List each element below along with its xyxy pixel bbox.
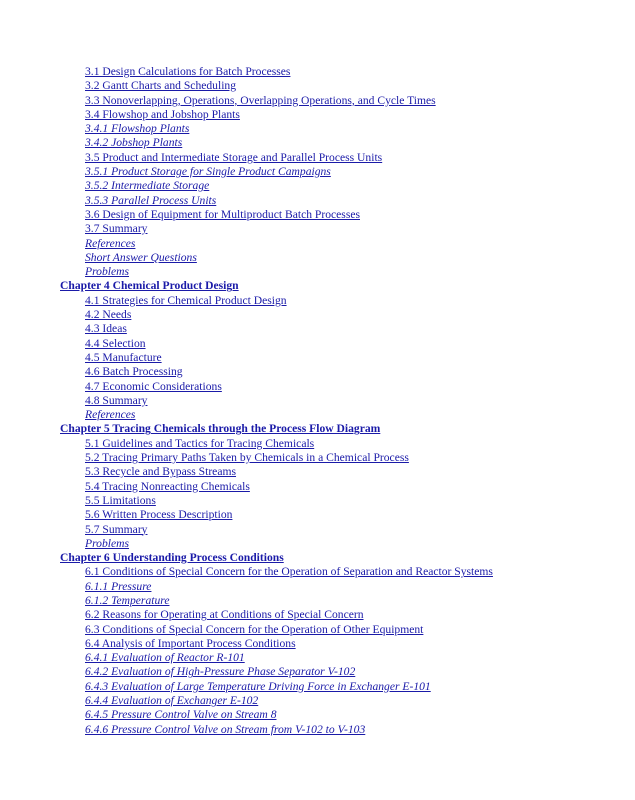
toc-row xyxy=(0,680,635,694)
toc-row xyxy=(0,322,635,336)
toc-row xyxy=(0,194,635,208)
toc-section-link[interactable]: 6.1 Conditions of Special Concern for the Operation of Separation and Reactor Systems xyxy=(85,565,493,579)
toc-section-link[interactable]: 4.4 Selection xyxy=(85,336,146,350)
toc-section-link[interactable]: 6.3 Conditions of Special Concern for the Operation of Other Equipment xyxy=(85,622,424,636)
toc-row xyxy=(0,251,635,265)
toc-section-link[interactable]: 4.8 Summary xyxy=(85,393,148,407)
toc-section-link[interactable]: 4.6 Batch Processing xyxy=(85,365,183,379)
toc-row xyxy=(0,437,635,451)
toc-row xyxy=(0,623,635,637)
toc-row xyxy=(0,523,635,537)
toc-section-link[interactable]: 6.4.1 Evaluation of Reactor R-101 xyxy=(85,651,245,665)
toc-section-link[interactable]: 6.4 Analysis of Important Process Conditions xyxy=(85,636,296,650)
toc-row xyxy=(0,222,635,236)
toc-section-link[interactable]: 4.1 Strategies for Chemical Product Design xyxy=(85,293,287,307)
toc-section-link[interactable]: 6.4.3 Evaluation of Large Temperature Driving Force in Exchanger E-101 xyxy=(85,679,431,693)
toc-section-link[interactable]: References xyxy=(85,236,136,250)
toc-row xyxy=(0,308,635,322)
toc-section-link[interactable]: 5.4 Tracing Nonreacting Chemicals xyxy=(85,479,250,493)
toc-section-link[interactable]: 3.5.3 Parallel Process Units xyxy=(85,193,217,207)
toc-section-link[interactable]: 3.4.2 Jobshop Plants xyxy=(85,136,183,150)
toc-row xyxy=(0,380,635,394)
toc-chapter-link[interactable]: Chapter 6 Understanding Process Conditions xyxy=(60,551,284,565)
toc-section-link[interactable]: 5.3 Recycle and Bypass Streams xyxy=(85,465,237,479)
toc-row xyxy=(0,494,635,508)
toc-row xyxy=(0,294,635,308)
toc-section-link[interactable]: 6.1.1 Pressure xyxy=(85,579,152,593)
toc-row xyxy=(0,451,635,465)
toc-row xyxy=(0,279,635,293)
toc-row xyxy=(0,723,635,737)
toc-section-link[interactable]: 4.2 Needs xyxy=(85,308,132,322)
toc-row xyxy=(0,537,635,551)
toc-row xyxy=(0,237,635,251)
toc-chapter-link[interactable]: Chapter 4 Chemical Product Design xyxy=(60,279,239,293)
toc-row xyxy=(0,508,635,522)
toc-row xyxy=(0,580,635,594)
toc-section-link[interactable]: 3.2 Gantt Charts and Scheduling xyxy=(85,79,237,93)
toc-section-link[interactable]: 6.4.4 Evaluation of Exchanger E-102 xyxy=(85,694,259,708)
toc-row xyxy=(0,365,635,379)
toc-row xyxy=(0,408,635,422)
toc-row xyxy=(0,394,635,408)
toc-row xyxy=(0,136,635,150)
toc-row xyxy=(0,79,635,93)
toc-row xyxy=(0,465,635,479)
toc-row xyxy=(0,565,635,579)
toc-section-link[interactable]: Short Answer Questions xyxy=(85,250,197,264)
toc-row xyxy=(0,694,635,708)
toc-row xyxy=(0,337,635,351)
toc-row xyxy=(0,637,635,651)
toc-section-link[interactable]: 4.5 Manufacture xyxy=(85,350,162,364)
toc-row xyxy=(0,151,635,165)
table-of-contents xyxy=(0,65,635,737)
toc-section-link[interactable]: 3.7 Summary xyxy=(85,222,148,236)
toc-row xyxy=(0,665,635,679)
toc-row xyxy=(0,94,635,108)
toc-section-link[interactable]: 5.5 Limitations xyxy=(85,493,156,507)
toc-section-link[interactable]: 5.2 Tracing Primary Paths Taken by Chemicals in a Chemical Process xyxy=(85,451,409,465)
toc-row xyxy=(0,108,635,122)
toc-row xyxy=(0,551,635,565)
toc-section-link[interactable]: 6.4.2 Evaluation of High-Pressure Phase Separator V-102 xyxy=(85,665,356,679)
toc-row xyxy=(0,165,635,179)
toc-section-link[interactable]: 6.2 Reasons for Operating at Conditions of Special Concern xyxy=(85,608,364,622)
toc-section-link[interactable]: 3.4.1 Flowshop Plants xyxy=(85,122,190,136)
toc-row xyxy=(0,708,635,722)
toc-section-link[interactable]: 6.4.6 Pressure Control Valve on Stream from V-102 to V-103 xyxy=(85,722,366,736)
toc-section-link[interactable]: 5.1 Guidelines and Tactics for Tracing Chemicals xyxy=(85,436,315,450)
toc-section-link[interactable]: 5.6 Written Process Description xyxy=(85,508,233,522)
toc-row xyxy=(0,179,635,193)
toc-section-link[interactable]: References xyxy=(85,408,136,422)
toc-row xyxy=(0,594,635,608)
toc-section-link[interactable]: 3.5.2 Intermediate Storage xyxy=(85,179,210,193)
toc-section-link[interactable]: 3.5.1 Product Storage for Single Product Campaigns xyxy=(85,165,331,179)
toc-section-link[interactable]: 3.1 Design Calculations for Batch Processes xyxy=(85,65,291,78)
toc-section-link[interactable]: 6.4.5 Pressure Control Valve on Stream 8 xyxy=(85,708,277,722)
toc-row xyxy=(0,65,635,79)
toc-row xyxy=(0,265,635,279)
toc-section-link[interactable]: 3.6 Design of Equipment for Multiproduct Batch Processes xyxy=(85,207,360,221)
toc-section-link[interactable]: 3.3 Nonoverlapping, Operations, Overlapping Operations, and Cycle Times xyxy=(85,93,436,107)
toc-section-link[interactable]: Problems xyxy=(85,265,130,279)
toc-section-link[interactable]: 3.4 Flowshop and Jobshop Plants xyxy=(85,107,240,121)
toc-chapter-link[interactable]: Chapter 5 Tracing Chemicals through the Process Flow Diagram xyxy=(60,422,381,436)
toc-row xyxy=(0,122,635,136)
toc-section-link[interactable]: 3.5 Product and Intermediate Storage and Parallel Process Units xyxy=(85,150,383,164)
toc-section-link[interactable]: 4.3 Ideas xyxy=(85,322,127,336)
toc-row xyxy=(0,608,635,622)
toc-section-link[interactable]: 5.7 Summary xyxy=(85,522,148,536)
toc-row xyxy=(0,480,635,494)
toc-row xyxy=(0,208,635,222)
toc-section-link[interactable]: 4.7 Economic Considerations xyxy=(85,379,222,393)
toc-row xyxy=(0,651,635,665)
toc-section-link[interactable]: Problems xyxy=(85,536,130,550)
toc-row xyxy=(0,351,635,365)
toc-row xyxy=(0,422,635,436)
toc-section-link[interactable]: 6.1.2 Temperature xyxy=(85,593,170,607)
